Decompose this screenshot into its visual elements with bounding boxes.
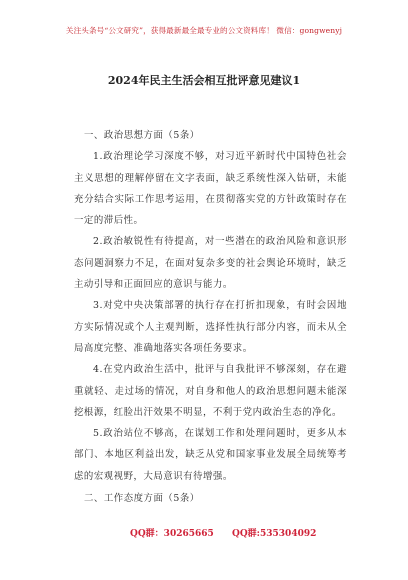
document-title: 2024年民主生活会相互批评意见建议1 xyxy=(107,74,301,87)
section-heading-political: 一、政治思想方面（5条） xyxy=(84,130,200,141)
footer-qq-group-left: QQ群：30265665 xyxy=(130,529,214,539)
paragraph: 5.政治站位不够高，在谋划工作和处理问题时，更多从本部门、本地区利益出发，缺乏从党和国家事业发展全局统筹考虑的宏观视野，大局意识有待增强。 xyxy=(74,428,347,482)
paragraph: 1.政治理论学习深度不够，对习近平新时代中国特色社会主义思想的理解停留在文字表面，缺乏系统性深入钻研，未能充分结合实际工作思考运用，在贯彻落实党的方针政策时存在一定的滞后性。 xyxy=(74,151,347,227)
paragraph: 2.政治敏锐性有待提高，对一些潜在的政治风险和意识形态问题洞察力不足，在面对复杂多变的社会舆论环境时，缺乏主动引导和正面回应的意识与能力。 xyxy=(74,236,347,291)
paragraph: 3.对党中央决策部署的执行存在打折扣现象，有时会因地方实际情况或个人主观判断，选择性执行部分内容，而未从全局高度完整、准确地落实各项任务要求。 xyxy=(74,300,347,354)
footer-qq-group-right: QQ群:535304092 xyxy=(232,529,317,539)
header-banner: 关注头条号“公文研究”，获得最新最全最专业的公文资料库！ 微信：gongwenyj xyxy=(65,26,343,35)
paragraph: 4.在党内政治生活中，批评与自我批评不够深刻，存在避重就轻、走过场的情况，对自身和他人的政治思想问题未能深挖根源，红脸出汗效果不明显，不利于党内政治生态的净化。 xyxy=(74,364,347,418)
section-heading-work-attitude: 二、工作态度方面（5条） xyxy=(84,493,200,505)
document-body xyxy=(74,125,347,509)
